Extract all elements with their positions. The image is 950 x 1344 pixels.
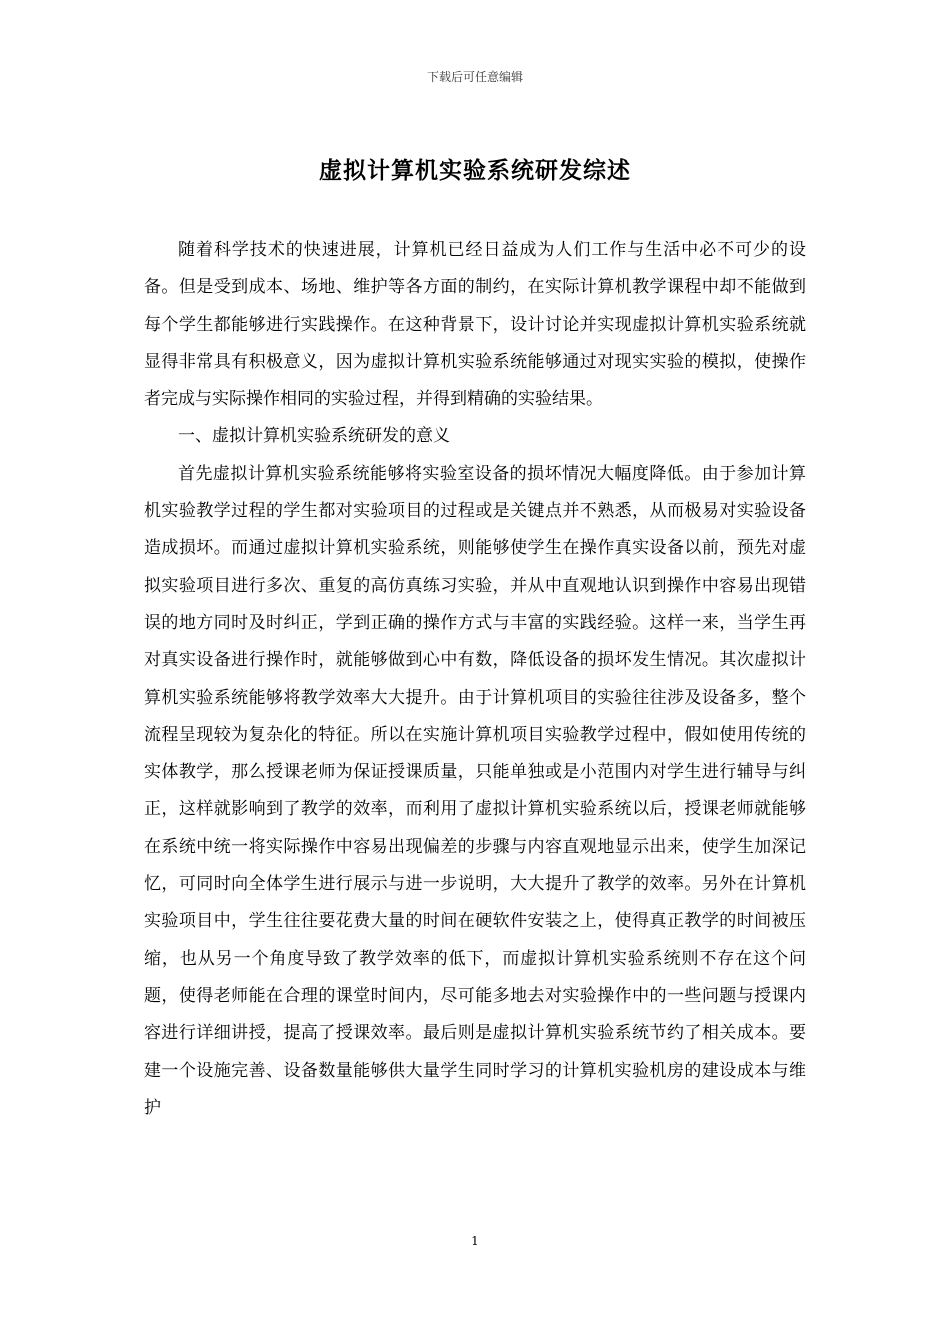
header-note: 下载后可任意编辑 — [426, 70, 523, 84]
section-heading: 一、虚拟计算机实验系统研发的意义 — [178, 426, 450, 447]
document-title: 虚拟计算机实验系统研发综述 — [319, 157, 631, 184]
document-body — [144, 232, 806, 1127]
paragraph-significance: 首先虚拟计算机实验系统能够将实验室设备的损坏情况大幅度降低。由于参加计算机实验教学过程的学生都对实验项目的过程或是关键点并不熟悉，从而极易对实验设备造成损坏。而通过虚拟计算机实验系统，则能够使学生在操作真实设备以前，预先对虚拟实验项目进行多次、重复的高仿真练习实验，并从中直观地认识到操作中容易出现错误的地方同时及时纠正，学到正确的操作方式与丰富的实践经验。这样一来，当学生再对真实设备进行操作时，就能够做到心中有数，降低设备的损坏发生情况。其次虚拟计算机实验系统能够将教学效率大大提升。由于计算机项目的实验往往涉及设备多，整个流程呈现较为复杂化的特征。所以在实施计算机项目实验教学过程中，假如使用传统的实体教学，那么授课老师为保证授课质量，只能单独或是小范围内对学生进行辅导与纠正，这样就影响到了教学的效率，而利用了虚拟计算机实验系统以后，授课老师就能够在系统中统一将实际操作中容易出现偏差的步骤与内容直观地显示出来，使学生加深记忆，可同时向全体学生进行展示与进一步说明，大大提升了教学的效率。另外在计算机实验项目中，学生往往要花费大量的时间在硬软件安装之上，使得真正教学的时间被压缩，也从另一个角度导致了教学效率的低下，而虚拟计算机实验系统则不存在这个问题，使得老师能在合理的课堂时间内，尽可能多地去对实验操作中的一些问题与授课内容进行详细讲授，提高了授课效率。最后则是虚拟计算机实验系统节约了相关成本。要建一个设施完善、设备数量能够供大量学生同时学习的计算机实验机房的建设成本与维护 — [144, 463, 806, 1118]
paragraph-intro: 随着科学技术的快速进展，计算机已经日益成为人们工作与生活中必不可少的设备。但是受到成本、场地、维护等各方面的制约，在实际计算机教学课程中却不能做到每个学生都能够进行实践操作。在这种背景下，设计讨论并实现虚拟计算机实验系统就显得非常具有积极意义，因为虚拟计算机实验系统能够通过对现实实验的模拟，使操作者完成与实际操作相同的实验过程，并得到精确的实验结果。 — [144, 240, 806, 410]
page-number: 1 — [471, 1234, 479, 1248]
